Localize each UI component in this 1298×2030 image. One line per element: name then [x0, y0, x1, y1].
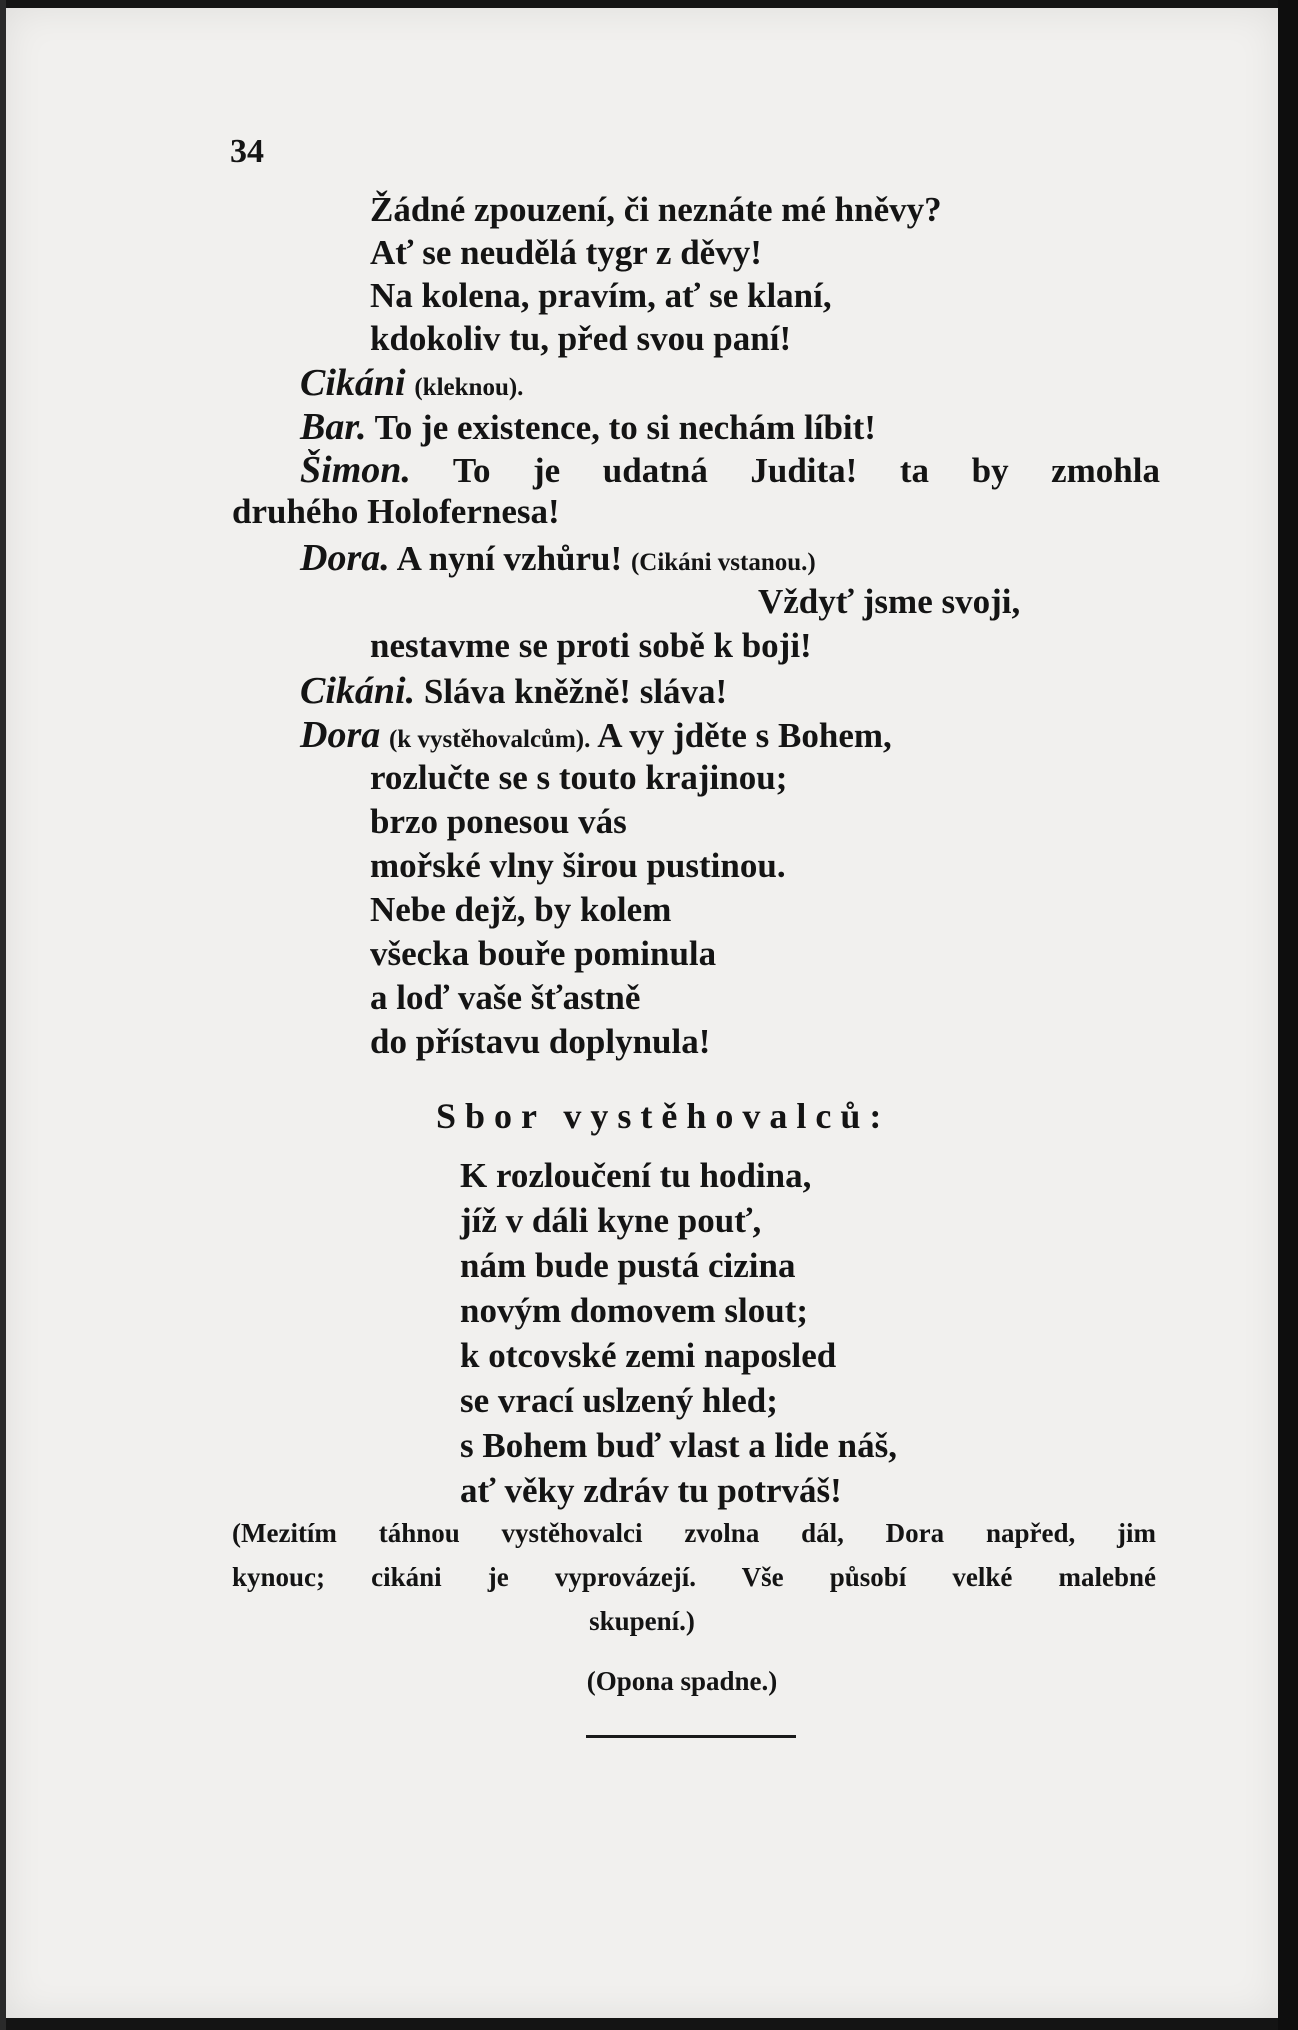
speech-line [300, 539, 816, 577]
verse-line: Na kolena, pravím, ať se klaní, [370, 276, 832, 315]
stage-direction-line: kynouc; cikáni je vyprovázejí. Vše působí velké malebné [232, 1562, 1156, 1592]
speech-text: Sláva kněžně! sláva! [423, 672, 728, 711]
verse-line: brzo ponesou vás [370, 802, 627, 841]
speech-text: A vy jděte s Bohem, [597, 716, 892, 755]
stage-direction: (k vystěhovalcům). [388, 726, 591, 753]
page-number: 34 [230, 133, 264, 170]
speech-line [300, 451, 1160, 489]
chorus-line: nám bude pustá cizina [460, 1246, 796, 1285]
speech-line [300, 408, 876, 446]
verse-line: všecka bouře pominula [370, 934, 717, 973]
speech-line [300, 672, 727, 710]
speech-text: A nyní vzhůru! [396, 539, 623, 578]
stage-direction: (kleknou). [414, 374, 524, 401]
speaker-name: Dora. [300, 537, 390, 579]
speaker-name: Šimon. [300, 449, 411, 491]
verse-line: nestavme se proti sobě k boji! [370, 626, 812, 665]
speech-text: To je udatná Judita! ta by zmohla [452, 451, 1161, 490]
end-rule [586, 1735, 796, 1738]
chorus-line: K rozloučení tu hodina, [460, 1156, 812, 1195]
chorus-line: jíž v dáli kyne pouť, [460, 1201, 762, 1240]
chorus-line: s Bohem buď vlast a lide náš, [460, 1426, 898, 1465]
stage-direction-line: skupení.) [589, 1606, 695, 1636]
curtain-direction: (Opona spadne.) [586, 1666, 778, 1696]
speaker-name: Dora [300, 714, 381, 756]
verse-line: rozlučte se s touto krajinou; [370, 758, 788, 797]
chorus-line: se vrací uslzený hled; [460, 1381, 778, 1420]
speech-text: To je existence, to si nechám líbit! [374, 408, 876, 447]
verse-line: Vždyť jsme svoji, [758, 582, 1021, 621]
chorus-line: k otcovské zemi naposled [460, 1336, 837, 1375]
book-page [6, 8, 1278, 2018]
speaker-name: Cikáni. [300, 670, 416, 712]
stage-direction: (Cikáni vstanou.) [630, 549, 816, 576]
verse-line: mořské vlny širou pustinou. [370, 846, 786, 885]
speech-line [300, 716, 892, 754]
verse-line: do přístavu doplynula! [370, 1022, 711, 1061]
speech-line [300, 364, 523, 402]
verse-line: a loď vaše šťastně [370, 978, 641, 1017]
speaker-name: Cikáni [300, 362, 406, 404]
verse-line: druhého Holofernesa! [232, 492, 560, 531]
verse-line: Ať se neudělá tygr z děvy! [370, 233, 762, 272]
stage-direction-line: (Mezitím táhnou vystěhovalci zvolna dál, Dora napřed, jim [232, 1518, 1156, 1548]
scan-edge-right [1278, 0, 1298, 2030]
verse-line: kdokoliv tu, před svou paní! [370, 319, 792, 358]
speaker-name: Bar. [300, 406, 367, 448]
chorus-line: novým domovem slout; [460, 1291, 809, 1330]
chorus-heading: Sbor vystěhovalců: [436, 1096, 891, 1136]
scan-edge-left [0, 0, 6, 2030]
chorus-line: ať věky zdráv tu potrváš! [460, 1471, 842, 1510]
verse-line: Nebe dejž, by kolem [370, 890, 672, 929]
verse-line: Žádné zpouzení, či neznáte mé hněvy? [370, 190, 942, 229]
